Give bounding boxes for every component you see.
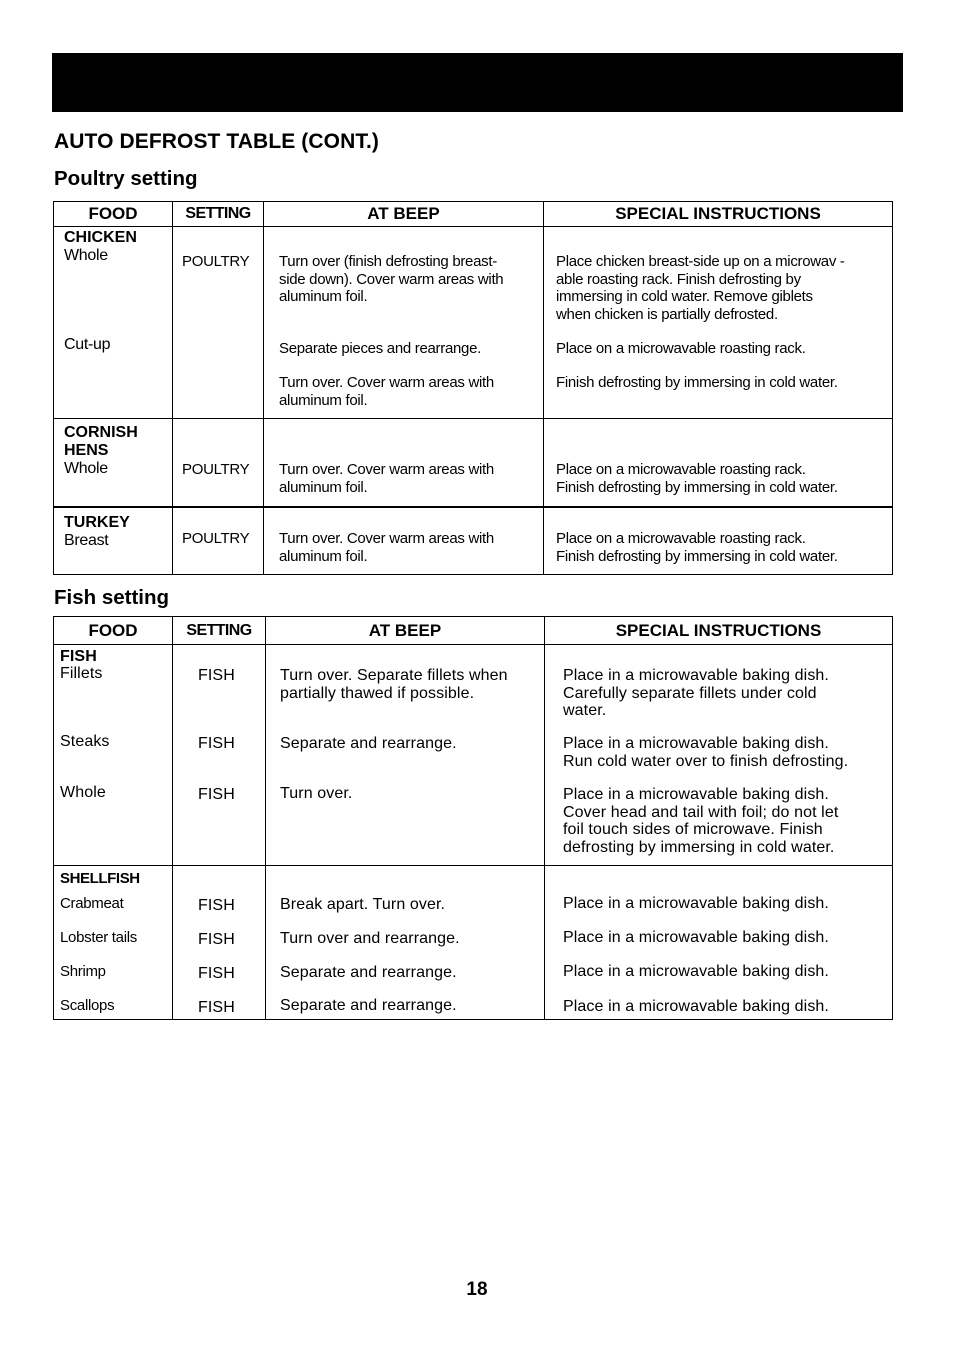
instruction-line: water. — [563, 702, 607, 719]
setting-cell — [173, 419, 263, 506]
header-bar — [52, 53, 903, 112]
instruction-line: Finish defrosting by immersing in cold water. — [556, 547, 838, 565]
at-beep-cell — [266, 645, 544, 865]
col-setting: SETTING — [173, 617, 266, 645]
at-beep-cell — [266, 866, 544, 1019]
food-item-label: Whole — [60, 784, 106, 801]
food-cell — [54, 227, 172, 418]
at-beep-line: Turn over and rearrange. — [280, 930, 460, 947]
instruction-line: Carefully separate fillets under cold — [563, 684, 817, 702]
col-food: FOOD — [54, 617, 173, 645]
food-item-label: Steaks — [60, 733, 110, 750]
col-food: FOOD — [54, 202, 173, 227]
setting-cell — [173, 227, 263, 418]
fish-header-row — [54, 617, 893, 645]
food-item-label: Cut-up — [64, 336, 111, 353]
at-beep-cell — [264, 227, 543, 418]
food-item-label: Shrimp — [60, 963, 106, 980]
food-item-label: Lobster tails — [60, 929, 137, 946]
fish-section-title: Fish setting — [54, 586, 170, 609]
at-beep-line: partially thawed if possible. — [280, 684, 475, 702]
poultry-header-row — [54, 202, 893, 227]
instruction-line: Place in a microwavable baking dish. — [563, 963, 829, 980]
setting-value: FISH — [198, 667, 235, 684]
instruction-line: immersing in cold water. Remove giblets — [556, 288, 813, 305]
special-instructions-cell — [544, 508, 892, 574]
food-item-label: Whole — [64, 460, 108, 477]
instruction-line: Place on a microwavable roasting rack. — [556, 340, 806, 357]
instruction-line: when chicken is partially defrosted. — [556, 305, 778, 323]
instruction-line: Place in a microwavable baking dish. — [563, 786, 829, 803]
col-setting: SETTING — [173, 202, 264, 227]
setting-cell — [173, 645, 265, 865]
at-beep-line: Turn over. Cover warm areas with — [279, 374, 494, 391]
food-item-label: Scallops — [60, 997, 115, 1014]
instruction-line: Place in a microwavable baking dish. — [563, 735, 829, 752]
food-cell — [54, 866, 172, 1019]
at-beep-line: Turn over. Separate fillets when — [280, 667, 508, 684]
page-number: 18 — [466, 1279, 488, 1300]
setting-value: FISH — [198, 999, 235, 1016]
food-group-name: FISH — [60, 648, 97, 665]
instruction-line: Place in a microwavable baking dish. — [563, 895, 829, 912]
at-beep-line: Separate and rearrange. — [280, 735, 457, 752]
table-row — [54, 645, 893, 866]
instruction-line: Place chicken breast-side up on a microwav - — [556, 253, 845, 270]
at-beep-line: aluminum foil. — [279, 288, 368, 305]
col-at-beep: AT BEEP — [266, 617, 545, 645]
setting-value: POULTRY — [182, 461, 250, 478]
at-beep-line: Turn over (finish defrosting breast- — [279, 253, 497, 270]
instruction-line: able roasting rack. Finish defrosting by — [556, 270, 801, 288]
at-beep-line: aluminum foil. — [279, 478, 368, 496]
instruction-line: Run cold water over to finish defrosting. — [563, 752, 849, 770]
at-beep-line: aluminum foil. — [279, 547, 368, 565]
at-beep-cell — [264, 508, 543, 574]
instruction-line: Finish defrosting by immersing in cold water. — [556, 374, 838, 391]
special-instructions-cell — [545, 645, 892, 865]
instruction-line: Place in a microwavable baking dish. — [563, 998, 829, 1015]
at-beep-cell — [264, 419, 543, 506]
food-item-label: Breast — [64, 532, 109, 549]
food-group-name: HENS — [64, 442, 109, 459]
table-row — [54, 507, 893, 575]
table-row — [54, 419, 893, 508]
instruction-line: Place in a microwavable baking dish. — [563, 667, 829, 684]
instruction-line: Place in a microwavable baking dish. — [563, 929, 829, 946]
setting-value: FISH — [198, 965, 235, 982]
setting-value: FISH — [198, 931, 235, 948]
setting-value: POULTRY — [182, 530, 250, 547]
food-group-name: SHELLFISH — [60, 870, 140, 887]
food-cell — [54, 508, 172, 574]
food-group-name: CORNISH — [64, 424, 138, 441]
at-beep-line: Separate pieces and rearrange. — [279, 340, 481, 357]
setting-value: FISH — [198, 786, 235, 803]
at-beep-line: Separate and rearrange. — [280, 964, 457, 981]
special-instructions-cell — [545, 866, 892, 1019]
food-item-label: Whole — [64, 247, 108, 264]
col-at-beep: AT BEEP — [264, 202, 544, 227]
table-row — [54, 227, 893, 419]
setting-value: FISH — [198, 735, 235, 752]
food-cell — [54, 645, 172, 865]
at-beep-line: Turn over. — [280, 785, 353, 802]
col-special-instructions: SPECIAL INSTRUCTIONS — [545, 617, 893, 645]
instruction-line: defrosting by immersing in cold water. — [563, 838, 835, 856]
food-cell — [54, 419, 172, 506]
special-instructions-cell — [544, 227, 892, 418]
fish-table — [53, 616, 893, 1020]
special-instructions-cell — [544, 419, 892, 506]
instruction-line: Place on a microwavable roasting rack. — [556, 530, 806, 547]
at-beep-line: side down). Cover warm areas with — [279, 270, 504, 288]
poultry-table — [53, 201, 893, 575]
instruction-line: foil touch sides of microwave. Finish — [563, 821, 823, 838]
food-group-name: CHICKEN — [64, 229, 137, 246]
food-item-label: Fillets — [60, 665, 103, 682]
at-beep-line: aluminum foil. — [279, 392, 368, 409]
setting-cell — [173, 508, 263, 574]
at-beep-line: Separate and rearrange. — [280, 997, 457, 1014]
page-title: AUTO DEFROST TABLE (CONT.) — [54, 130, 379, 153]
at-beep-line: Turn over. Cover warm areas with — [279, 530, 494, 547]
at-beep-line: Turn over. Cover warm areas with — [279, 461, 494, 478]
food-group-name: TURKEY — [64, 514, 130, 531]
food-item-label: Crabmeat — [60, 895, 124, 912]
instruction-line: Finish defrosting by immersing in cold water. — [556, 478, 838, 496]
setting-value: POULTRY — [182, 253, 250, 270]
at-beep-line: Break apart. Turn over. — [280, 896, 446, 913]
col-special-instructions: SPECIAL INSTRUCTIONS — [544, 202, 893, 227]
poultry-section-title: Poultry setting — [54, 167, 198, 190]
table-row — [54, 866, 893, 1020]
instruction-line: Place on a microwavable roasting rack. — [556, 461, 806, 478]
setting-cell — [173, 866, 265, 1019]
instruction-line: Cover head and tail with foil; do not let — [563, 803, 839, 821]
setting-value: FISH — [198, 897, 235, 914]
